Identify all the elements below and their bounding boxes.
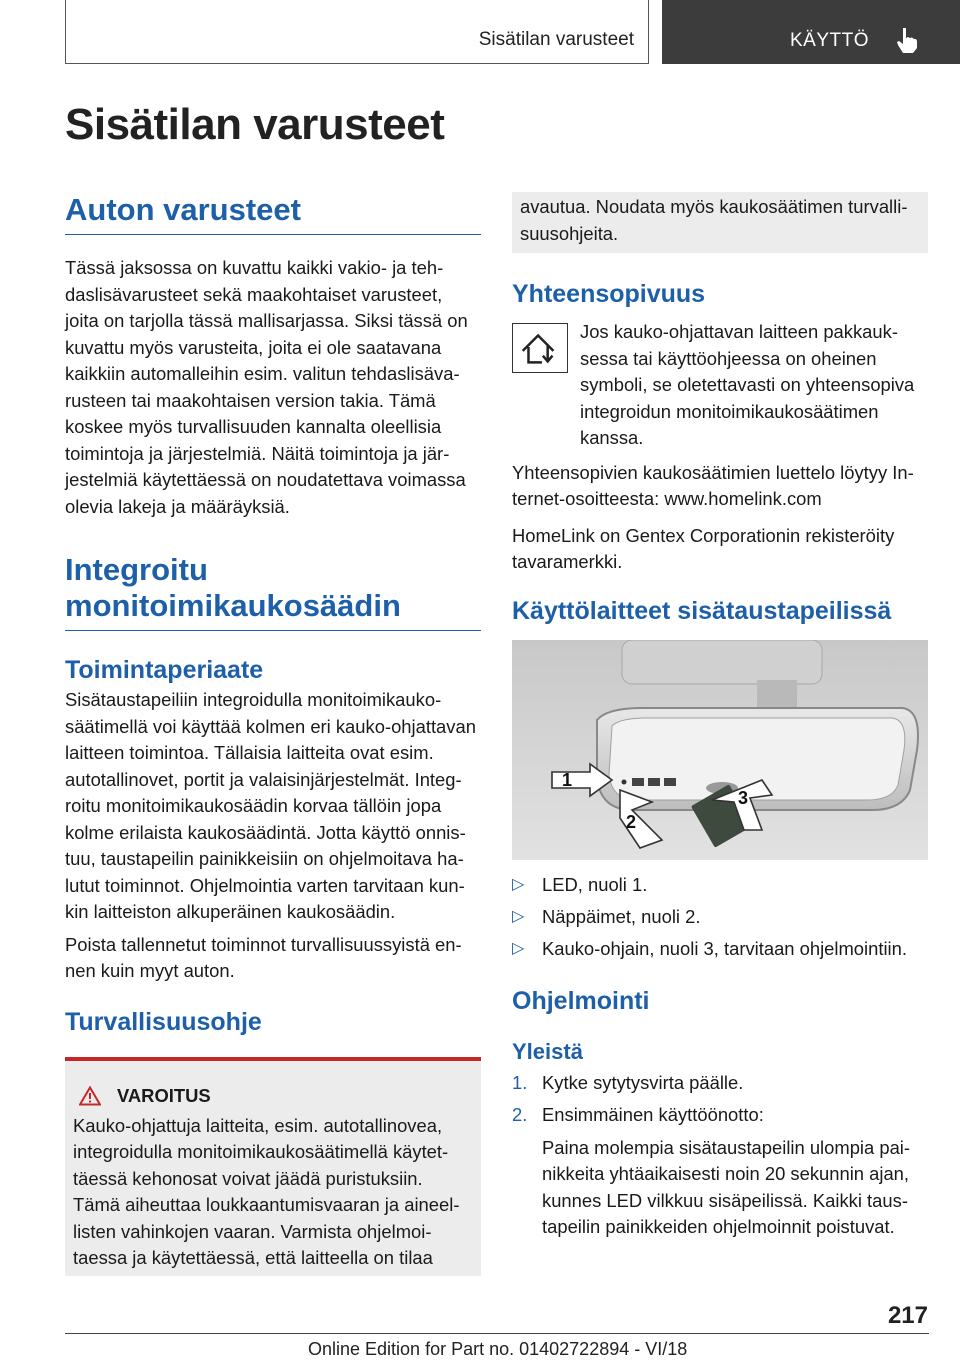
footer-divider [65, 1333, 929, 1334]
bullet-marker-icon: ▷ [512, 875, 525, 893]
heading-turvallisuusohje: Turvallisuusohje [65, 1007, 262, 1036]
photo-label-1: 1 [562, 769, 573, 790]
paragraph-yhteensopivuus-1a [512, 319, 928, 452]
warning-header [73, 1085, 473, 1107]
footer-edition: Online Edition for Part no. 01402722894 - VI/18 [308, 1339, 688, 1359]
warning-text-continued: avautua. Noudata myös kaukosäätimen turvallisuusohjeita. [520, 196, 908, 244]
bullet-text: Näppäimet, nuoli 2. [542, 905, 701, 927]
heading-auton-varusteet: Auton varusteet [65, 192, 481, 235]
page-title: Sisätilan varusteet [65, 100, 445, 149]
paragraph-auton-varusteet: Tässä jaksossa on kuvattu kaikki vakio- ja tehdaslisävarusteet sekä maakohtaiset varusteet, joita on tarjolla tässä mallisarjassa. Siksi tässä on kuvattu myös varusteita, joita ei ole saatavana kaikkiin automalleihin esim. valitun tehdaslisävarusteen tai maakohtaisen version takia. Tämä koskee myös turvallisuuden kannalta oleellisia toimintoja ja järjestelmiä. Näitä toimintoja ja järjestelmiä käytettäessä on noudatettava voimassa olevia lakeja ja määräyksiä. [65, 257, 468, 517]
hand-pointer-icon [894, 26, 920, 54]
list-item [512, 904, 928, 930]
warning-label: VAROITUS [117, 1084, 211, 1106]
rearview-mirror-photo [512, 640, 928, 860]
heading-kayttolaitteet: Käyttölaitteet sisätaustapeilissä [512, 596, 892, 625]
photo-label-2: 2 [626, 811, 637, 832]
step-detail: Paina molempia sisätaustapeilin ulompia painikkeita yhtäaikaisesti noin 20 sekunnin ajan, kunnes LED vilkkuu sisäpeilissä. Kaikki taustapeilin painikkeiden ohjelmoinnit poistuvat. [542, 1136, 911, 1237]
header-section-tab [65, 0, 649, 64]
step-text: Kytke sytytysvirta päälle. [542, 1071, 744, 1093]
paragraph-toimintaperiaate-1: Sisätaustapeiliin integroidulla monitoimikaukosäätimellä voi käyttää kolmen eri kauko-ohjattavan laitteen toimintoa. Tällaisia laitteita ovat esim. autotallinovet, portit ja valaisinjärjestelmät. Integroitu monitoimikaukosäädin korvaa tällöin jopa kolme erilaista kaukosäädintä. Jotta käyttö onnistuu, taustapeilin painikkeisiin on ohjelmoitava halutut toiminnot. Ohjelmointia varten tarvitaan kunkin laitteiston alkuperäinen kaukosäädin. [65, 689, 476, 922]
heading-toimintaperiaate: Toimintaperiaate [65, 656, 264, 684]
right-column [512, 192, 928, 1247]
bullet-text: Kauko-ohjain, nuoli 3, tarvitaan ohjelmointiin. [542, 937, 907, 959]
bullet-marker-icon: ▷ [512, 907, 525, 925]
warning-box-continued [512, 192, 928, 253]
heading-yhteensopivuus: Yhteensopivuus [512, 280, 706, 308]
left-column [65, 192, 481, 1276]
warning-triangle-icon [79, 1086, 101, 1106]
heading-ohjelmointi: Ohjelmointi [512, 986, 650, 1015]
bullet-list [512, 872, 928, 962]
step-number: 2. [512, 1104, 528, 1125]
paragraph-toimintaperiaate-2: Poista tallennetut toiminnot turvallisuussyistä ennen kuin myyt auton. [65, 933, 462, 981]
header-chapter-tab [662, 0, 960, 64]
step-number: 1. [512, 1071, 528, 1093]
compatibility-block [512, 319, 928, 452]
warning-text: Kauko-ohjattuja laitteita, esim. autotallinovea, integroidulla monitoimikaukosäätimellä käytettäessä kehonosat voivat jäädä puristuksiin. Tämä aiheuttaa loukkaantumisvaaran ja aineellisten vahinkojen vaaran. Varmista ohjelmoitaessa ja käytettäessä, että laitteella on tilaa [73, 1114, 460, 1268]
heading-yleista: Yleistä [512, 1038, 583, 1064]
bullet-marker-icon: ▷ [512, 939, 525, 957]
photo-label-3: 3 [738, 787, 749, 808]
page-number: 217 [887, 1302, 928, 1329]
paragraph-yhteensopivuus-2: Yhteensopivien kaukosäätimien luettelo löytyy Internet-osoitteesta: www.homelink.com [512, 461, 914, 509]
bullet-text: LED, nuoli 1. [542, 873, 648, 895]
step-text: Ensimmäinen käyttöönotto: [542, 1104, 764, 1125]
mirror-illustration [512, 640, 928, 860]
list-item [512, 936, 928, 962]
paragraph-yhteensopivuus-1: Jos kauko-ohjattavan laitteen pakkauksessa tai käyttöohjeessa on oheinen symboli, se oletettavasti on yhteensopiva integroidun monitoimikaukosäätimen kanssa. [580, 321, 915, 448]
warning-box [65, 1057, 481, 1276]
heading-integroitu: Integroitu monitoimikaukosäädin [65, 552, 481, 631]
step-item [512, 1102, 928, 1241]
step-list [512, 1070, 928, 1241]
list-item [512, 872, 928, 898]
paragraph-yhteensopivuus-3: HomeLink on Gentex Corporationin rekisteröity tavaramerkki. [512, 524, 895, 572]
header-chapter-title: KÄYTTÖ [790, 30, 870, 51]
header-section-title: Sisätilan varusteet [478, 29, 634, 50]
homelink-house-icon [512, 323, 568, 373]
step-item [512, 1070, 928, 1097]
